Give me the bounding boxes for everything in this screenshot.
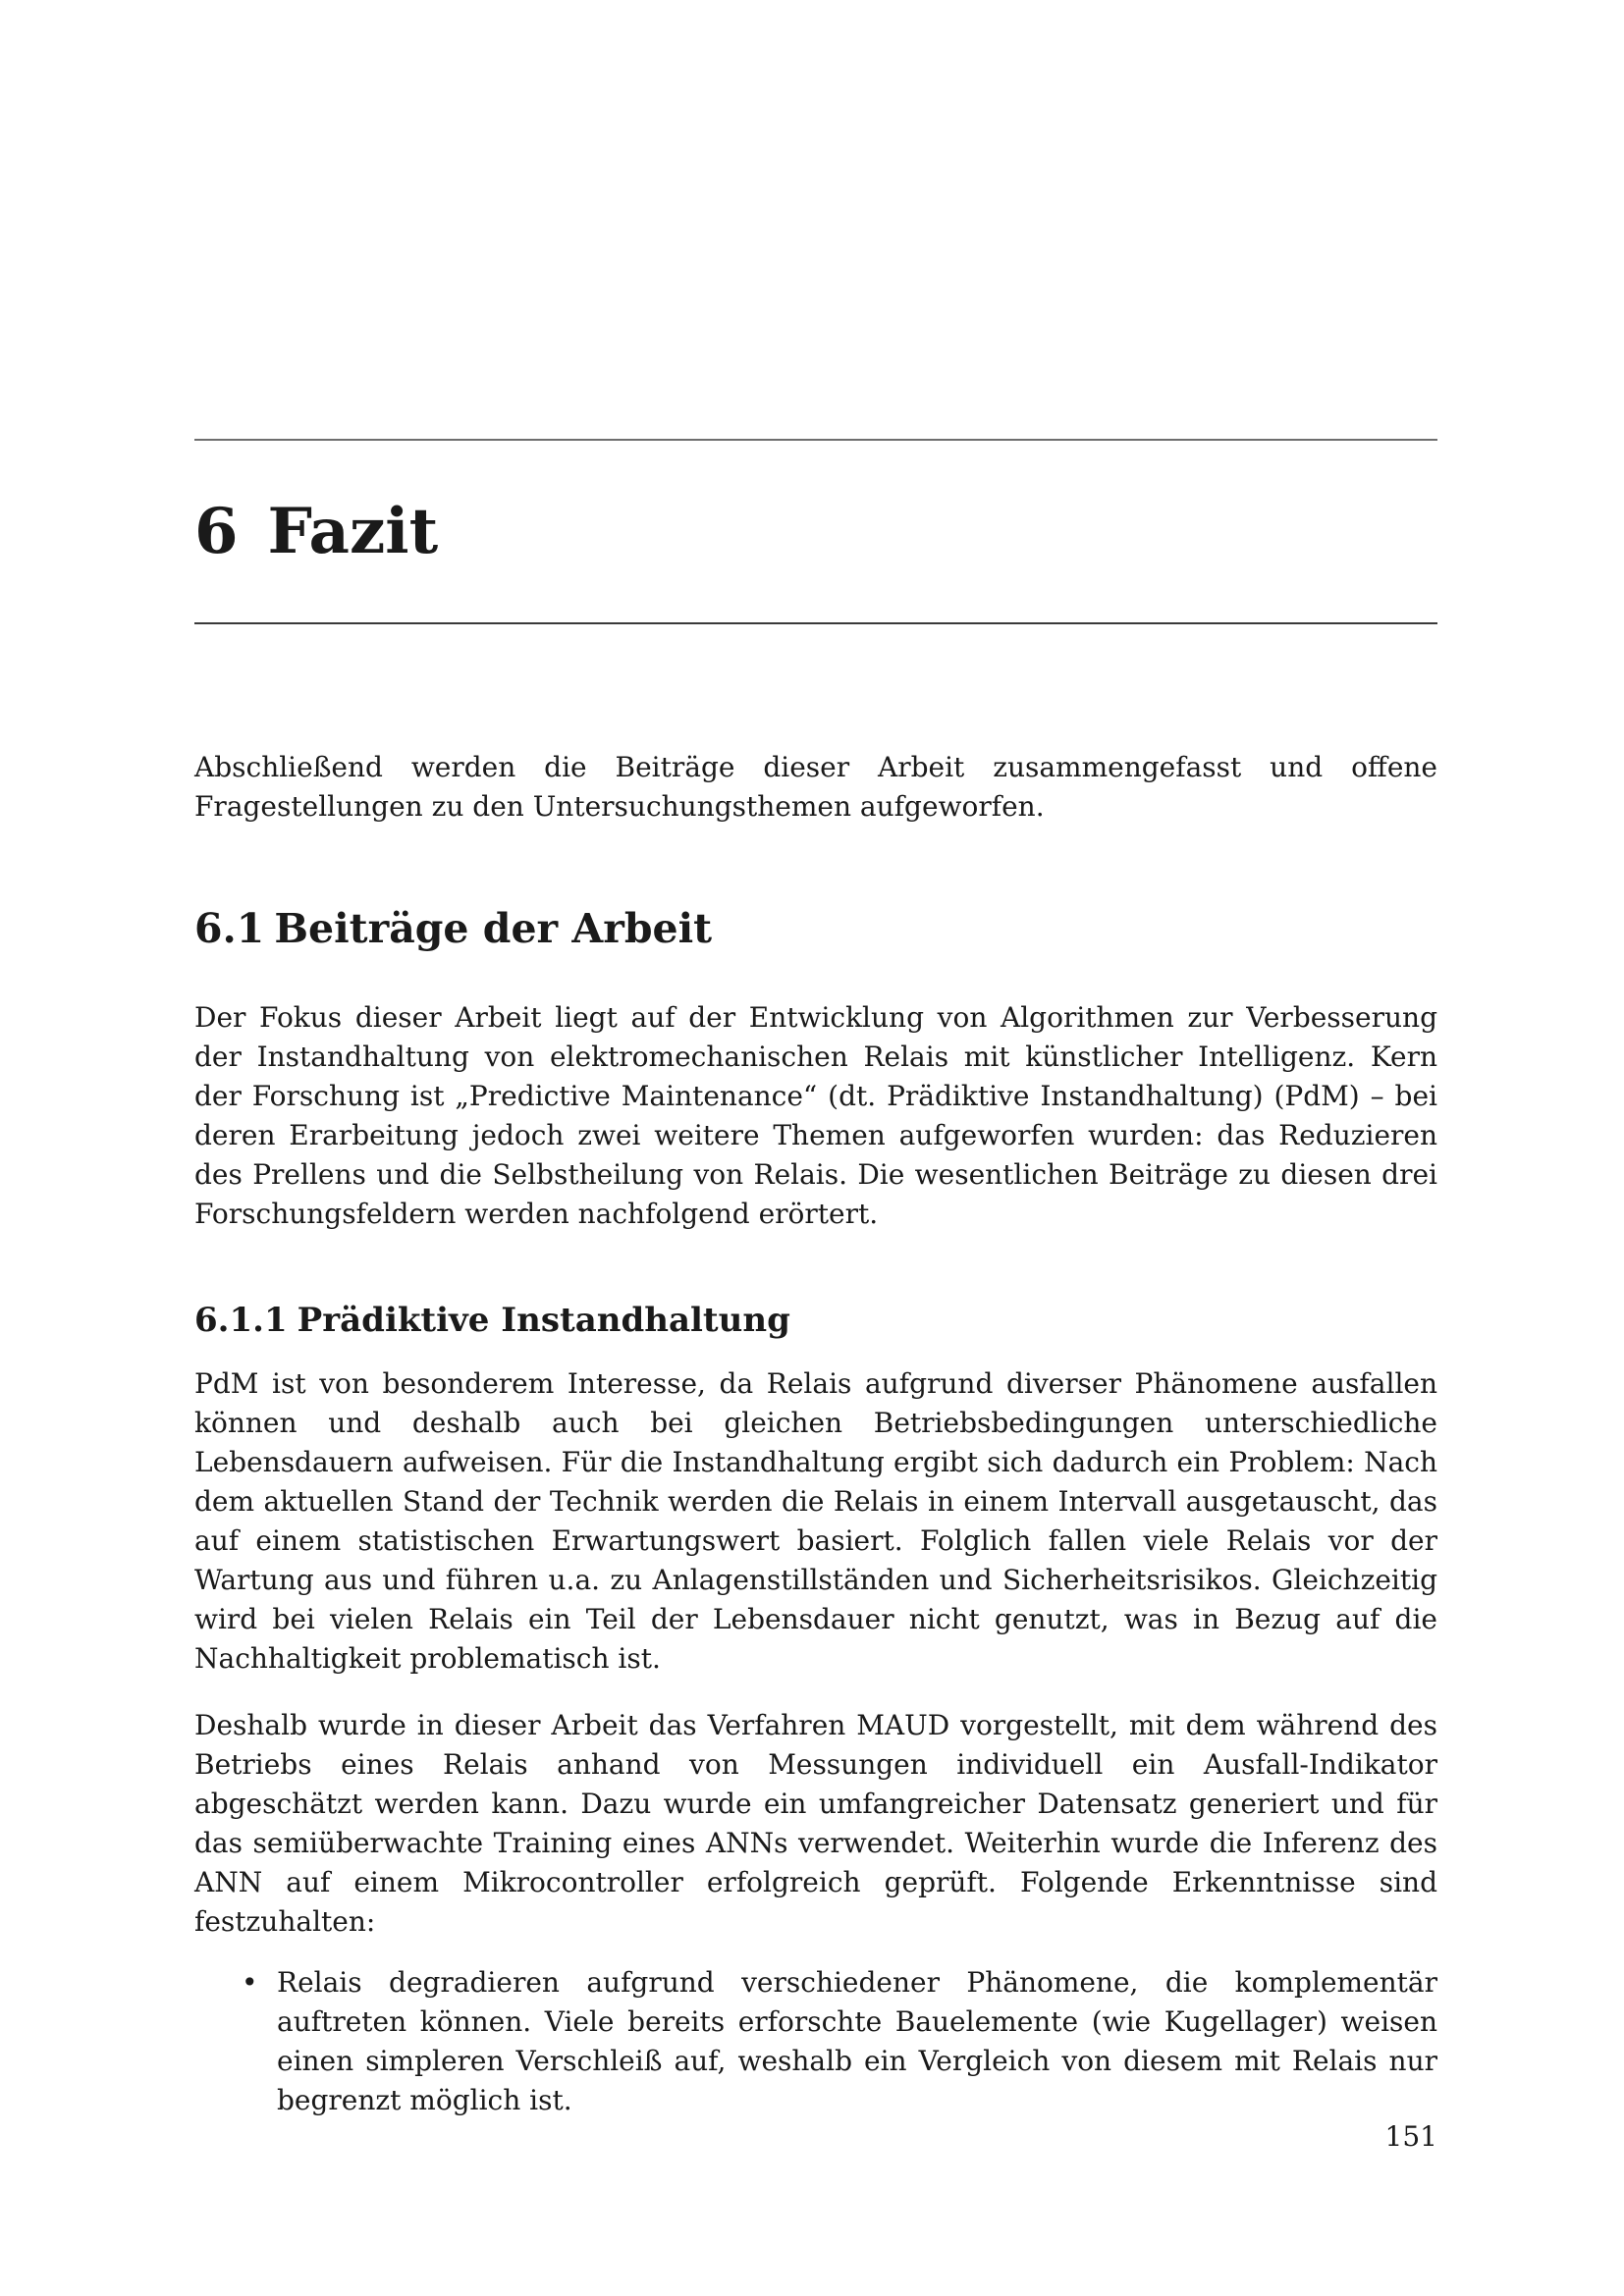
subsection-paragraph: Deshalb wurde in dieser Arbeit das Verfahren MAUD vorgestellt, mit dem während des Betriebs eines Relais anhand von Messungen individuell ein Ausfall-Indikator abgeschätzt werden kann. Dazu wurde ein umfangreicher Datensatz generiert und für das semiüberwachte Training eines ANNs verwendet. Weiterhin wurde die Inferenz des ANN auf einem Mikrocontroller erfolgreich geprüft. Folgende Erkenntnisse sind festzuhalten: — [194, 1709, 1437, 1939]
main-content — [194, 748, 1437, 2120]
subsection-title: Prädiktive Instandhaltung — [297, 1301, 790, 1341]
subsection-heading — [194, 1303, 1437, 1339]
section-paragraph: Der Fokus dieser Arbeit liegt auf der Entwicklung von Algorithmen zur Verbesserung der Instandhaltung von elektromechanischen Relais mit künstlicher Intelligenz. Kern der Forschung ist „Predictive Maintenance“ (dt. Prädiktive Instandhaltung) (PdM) – bei deren Erarbeitung jedoch zwei weitere Themen aufgeworfen wurden: das Reduzieren des Prellens und die Selbstheilung von Relais. Die wesentlichen Beiträge zu diesen drei Forschungsfeldern werden nachfolgend erörtert. — [194, 1001, 1437, 1231]
chapter-heading — [194, 495, 439, 568]
list-item — [194, 1963, 1437, 2120]
chapter-rule-top — [194, 439, 1437, 441]
subsection-number: 6.1.1 — [194, 1301, 288, 1341]
bullet-icon: • — [242, 1966, 258, 2000]
subsection-paragraph: PdM ist von besonderem Interesse, da Relais aufgrund diverser Phänomene ausfallen können und deshalb auch bei gleichen Betriebsbedingungen unterschiedliche Lebensdauern aufweisen. Für die Instandhaltung ergibt sich dadurch ein Problem: Nach dem aktuellen Stand der Technik werden die Relais in einem Intervall ausgetauscht, das auf einem statistischen Erwartungswert basiert. Folglich fallen viele Relais vor der Wartung aus und führen u.a. zu Anlagenstillständen und Sicherheitsrisikos. Gleichzeitig wird bei vielen Relais ein Teil der Lebensdauer nicht genutzt, was in Bezug auf die Nachhaltigkeit problematisch ist. — [194, 1367, 1437, 1676]
intro-paragraph: Abschließend werden die Beiträge dieser Arbeit zusammengefasst und offene Fragestellungen zu den Untersuchungsthemen aufgeworfen. — [194, 751, 1437, 823]
list-item-text: Relais degradieren aufgrund verschiedener Phänomene, die komplementär auftreten können. Viele bereits erforschte Bauelemente (wie Kugellager) weisen einen simpleren Verschleiß auf, weshalb ein Vergleich von diesem mit Relais nur begrenzt möglich ist. — [277, 1966, 1437, 2117]
section-number: 6.1 — [194, 905, 265, 952]
chapter-number: 6 — [194, 495, 239, 568]
chapter-rule-bottom — [194, 622, 1437, 624]
page-number: 151 — [1384, 2120, 1437, 2153]
section-heading — [194, 907, 1437, 951]
section-title: Beiträge der Arbeit — [274, 905, 713, 952]
chapter-title: Fazit — [267, 495, 439, 568]
findings-list — [194, 1963, 1437, 2120]
